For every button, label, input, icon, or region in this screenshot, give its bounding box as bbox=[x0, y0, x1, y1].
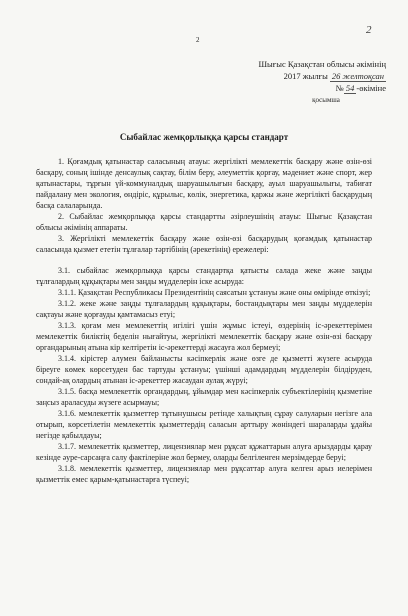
document-body bbox=[36, 156, 372, 485]
paragraph-3-1-1: 3.1.1. Қазақстан Республикасы Президентінің саясатын ұстануы және оны өмірінде өткізуі; bbox=[58, 288, 371, 297]
document-title: Сыбайлас жемқорлыққа қарсы стандарт bbox=[119, 132, 289, 142]
paragraph-3-1-3: 3.1.3. қоғам мен мемлекеттің игілігі үшін жұмыс істеуі, өздерінің іс-әрекеттерімен мемлекеттік биліктің беделін нығайтуы, жергілікті мемлекеттік басқару және өзін-өзі басқару органдарының атына кір келтіретін іс-әрекеттерді жасауға жол бермеуі; bbox=[36, 321, 372, 352]
approval-number-handwritten: 54 bbox=[345, 83, 355, 93]
approval-line-date bbox=[196, 70, 386, 82]
paragraph-1: 1. Қоғамдық қатынастар саласының атауы: жергілікті мемлекеттік басқару және өзін-өзі басқару, соның ішінде денсаулық сақтау, білім беру, әлеуметтік қорғау, мәдениет және спорт, жер қатынастары, тұрғын үй-коммуналдық шаруашылығын басқару, ауыл шаруашылығы, табиғат пайдалану мен экология, өндіріс, құрылыс, көлік, энергетика, қаржы және жергілікті басқарудың басқа салаларында. bbox=[36, 157, 372, 210]
paragraph-2: 2. Сыбайлас жемқорлыққа қарсы стандартты әзірлеушінің атауы: Шығыс Қазақстан облысы әкімінің аппараты. bbox=[36, 212, 372, 232]
approval-date-handwritten: 26 желтоқсан bbox=[331, 71, 384, 81]
paragraph-3-1-4: 3.1.4. кірістер алумен байланысты кәсіпкерлік және өзге де қызметті жүзеге асыруда біреуге көмек көрсетуден бас тартуды ұстануы; үшінші адамдардың мүдделерін білдіруден, сондай-ақ олардың атынан іс-әрекеттер жасаудан аулақ жүруі; bbox=[36, 354, 372, 385]
approval-number-suffix: -өкіміне bbox=[356, 83, 386, 93]
paragraph-3-1-2: 3.1.2. жеке және заңды тұлғалардың құқықтары, бостандықтары мен заңды мүдделерін сақтауы және қорғауды қамтамасыз етуі; bbox=[36, 299, 372, 319]
approval-block bbox=[196, 58, 386, 106]
approval-line-number bbox=[196, 82, 386, 94]
approval-number-prefix: № bbox=[335, 83, 344, 93]
paragraph-3: 3. Жергілікті мемлекеттік басқару және өзін-өзі басқарудың қоғамдық қатынастар саласында қызмет ететін тұлғалар тәртібінің (әрекетінің) ережелері: bbox=[36, 234, 372, 254]
paragraph-3-1-8: 3.1.8. мемлекеттік қызметтер, лицензиялар мен рұқсаттар алуға келген арыз иелерімен қызметтік емес қарым-қатынастарға түспеуі; bbox=[36, 464, 372, 484]
page-number: 2 bbox=[196, 36, 200, 44]
paragraph-3-1-6: 3.1.6. мемлекеттік қызметтер тұтынушысы ретінде халықтың сұрау салуларын негізге ала отырып, көрсетілетін мемлекеттік қызметтердің саласын арттыру жөніндегі шараларды ұдайы негізде қабылдауы; bbox=[36, 409, 372, 440]
handwritten-page-number: 2 bbox=[366, 24, 372, 36]
approval-year: 2017 жылғы bbox=[283, 71, 328, 81]
paragraph-3-1-5: 3.1.5. басқа мемлекеттік органдардың, ұйымдар мен кәсіпкерлік субъектілерінің қызметіне заңсыз араласуды жүзеге асырмауы; bbox=[36, 387, 372, 407]
approval-line-authority: Шығыс Қазақстан облысы әкімінің bbox=[258, 59, 386, 69]
approval-appendix: қосымша bbox=[312, 96, 340, 104]
paragraph-3-1: 3.1. сыбайлас жемқорлыққа қарсы стандартқа қатысты салада жеке және заңды тұлғалардың құқықтары мен заңды мүдделерін іске асыруда: bbox=[36, 266, 372, 286]
paragraph-3-1-7: 3.1.7. мемлекеттік қызметтер, лицензиялар мен рұқсат құжаттарын алуға арыздарды қарау кезінде әуре-сарсаңға салу фактілеріне жол бермеу, оларды белгіленген мерзімдерде беруі; bbox=[36, 442, 372, 462]
